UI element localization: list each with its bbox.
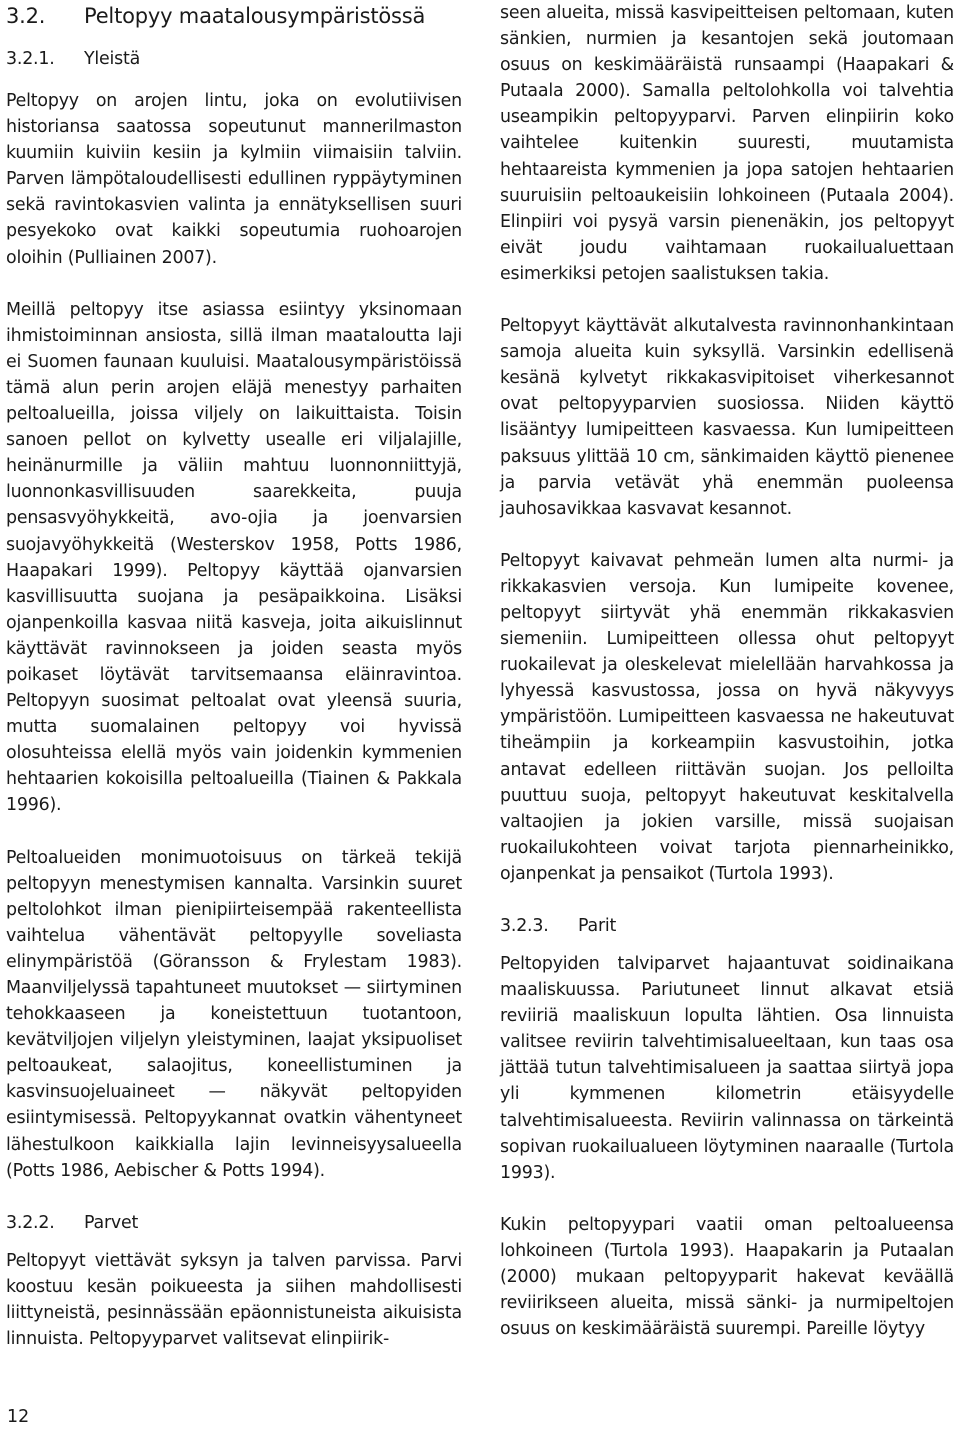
- section-number: 3.2.: [6, 4, 46, 28]
- right-column: [500, 0, 954, 1342]
- paragraph: Peltoalueiden monimuotoisuus on tärkeä tekijä peltopyyn menestymisen kannalta. Varsinkin suuret peltolohkot ilman pienipiirteisempää rakenteellista vaihtelua vähentävät peltopyylle soveliasta elinympäristöä (Göransson & Frylestam 1983). Maanviljelyssä tapahtuneet muutokset — siirtyminen tehokkaaseen ja koneistettuun tuotantoon, kevätviljojen viljelyn yleistyminen, laajat yksipuoliset peltoaukeat, salaojitus, koneellistuminen ja kasvinsuojeluaineet — näkyvät peltopyiden esiintymisessä. Peltopyykannat ovatkin vähentyneet lähestulkoon kaikkialla lajin levinneisyysalueella (Potts 1986, Aebischer & Potts 1994).: [6, 847, 462, 1181]
- section-title: Peltopyy maatalousympäristössä: [84, 4, 426, 28]
- paragraph: Meillä peltopyy itse asiassa esiintyy yksinomaan ihmistoiminnan ansiosta, sillä ilman maataloutta laji ei Suomen faunaan kuuluisi. Maatalousympäristöissä tämä alun perin arojen eläjä menestyy parhaiten peltoalueilla, joissa viljely on laikuittaista. Toisin sanoen pellot on kylvetty usealle eri viljalajille, heinänurmille ja väliin mahtuu luonnonniittyjä, luonnonkasvillisuuden saarekkeita, puuja pensasvyöhykkeitä, avo-ojia ja joenvarsien suojavyöhykkeitä (Westerskov 1958, Potts 1986, Haapakari 1999). Peltopyy käyttää ojanvarsien kasvillisuutta suojana ja pesäpaikkoina. Lisäksi ojanpenkoilla kasvaa niitä kasveja, joita aikuislinnut käyttävät ravinnokseen ja joiden seasta myös poikaset löytävät tarvitsemaansa eläinravintoa. Peltopyyn suosimat peltoalat ovat yleensä suuria, mutta suomalainen peltopyy voi hyvissä olosuhteissa elellä myös vain joidenkin kymmenien hehtaarien kokoisilla peltoalueilla (Tiainen & Pakkala 1996).: [6, 299, 462, 816]
- subsection-title: Parvet: [84, 1212, 139, 1233]
- paragraph: seen alueita, missä kasvipeitteisen peltomaan, kuten sänkien, nurmien ja kesantojen sekä joutomaan osuus on keskimääräistä runsaampi (Haapakari & Putaala 2000). Samalla peltolohkolla voi talvehtia useampikin peltopyyparvi. Parven elinpiirin koko vaihtelee kuitenkin suuresti, muutamista hehtaareista kymmenien ja jopa satojen hehtaarien suuruisiin peltoaukeisiin lohkoineen (Putaala 2004). Elinpiiri voi pysyä varsin pienenäkin, jos peltopyyt eivät joudu vaihtamaan ruokailualuettaan esimerkiksi petojen saalistuksen takia.: [500, 3, 954, 284]
- paragraph: Peltopyiden talviparvet hajaantuvat soidinaikana maaliskuussa. Pariutuneet linnut alkavat etsiä reviiriä maaliskuun lopulta lähtien. Osa linnuista valitsee reviirin talvehtimisalueeltaan, kun taas osa jättää tutun talvehtimisalueen ja saattaa siirtyä jopa yli kymmenen kilometrin etäisyydelle talvehtimisalueesta. Reviirin valinnassa on tärkeintä sopivan ruokailualueen löytyminen naaraalle (Turtola 1993).: [500, 954, 954, 1183]
- left-column: [6, 0, 462, 1352]
- paragraph: Peltopyyt käyttävät alkutalvesta ravinnonhankintaan samoja alueita kuin syksyllä. Varsinkin edellisenä kesänä kylvetyt rikkakasvipitoiset viherkesannot ovat peltopyyparvien suosiossa. Niiden käyttö lisääntyy lumipeitteen kasvaessa. Kun lumipeitteen paksuus ylittää 10 cm, sänkimaiden käyttö pienenee ja parvia vetävät yhä enemmän puoleensa jauhosavikkaa kasvavat kesannot.: [500, 316, 954, 519]
- subsection-heading-parvet: [6, 1210, 462, 1236]
- subsection-number: 3.2.1.: [6, 49, 55, 69]
- subsection-title: Yleistä: [84, 49, 141, 69]
- paragraph: Peltopyyt kaivavat pehmeän lumen alta nurmi- ja rikkakasvien versoja. Kun lumipeite kovenee, peltopyyt siirtyvät yhä enemmän rikkakasvien siemeniin. Lumipeitteen ollessa ohut peltopyyt ruokailevat ja oleskelevat mielellään harvahkossa ja lyhyessä kasvustossa, jossa on hyvä näkyvyys ympäristöön. Lumipeitteen kasvaessa ne hakeutuvat tiheämpiin ja korkeampiin kasvustoihin, jotka antavat edelleen riittävän suojan. Jos pelloilta puuttuu suoja, peltopyyt hakeutuvat keskitalvella valtaojien ja jokien varsille, missä suojaisan ruokailukohteen voivat tarjota piennarheinikko, ojanpenkat ja pensaikot (Turtola 1993).: [500, 550, 954, 884]
- subsection-heading-parit: [500, 913, 954, 939]
- page-number: 12: [7, 1407, 30, 1427]
- subsection-number: 3.2.3.: [500, 916, 549, 936]
- paragraph: Peltopyy on arojen lintu, joka on evolutiivisen historiansa saatossa sopeutunut mannerilmaston kuumiin kuiviin kesiin ja kylmiin viimaisiin talviin. Parven lämpötaloudellisesti edullinen ryppäytyminen sekä ravintokasvien valinta ja ennätyksellisen suuri pesyekoko ovat kaikki sopeutumia ruohoarojen oloihin (Pulliainen 2007).: [6, 91, 462, 268]
- paragraph: Peltopyyt viettävät syksyn ja talven parvissa. Parvi koostuu kesän poikueesta ja siihen mahdollisesti liittyneistä, pesinnässään epäonnistuneista aikuisista linnuista. Peltopyyparvet valitsevat elinpiirik-: [6, 1250, 462, 1350]
- subsection-number: 3.2.2.: [6, 1212, 55, 1233]
- subsection-heading-yleista: [6, 46, 462, 72]
- subsection-title: Parit: [578, 916, 617, 936]
- section-heading: [6, 3, 462, 29]
- paragraph: Kukin peltopyypari vaatii oman peltoalueensa lohkoineen (Turtola 1993). Haapakarin ja Putaalan (2000) mukaan peltopyyparit hakevat keväällä reviirikseen alueita, missä sänki- ja nurmipeltojen osuus on keskimääräistä suurempi. Pareille löytyy: [500, 1214, 954, 1340]
